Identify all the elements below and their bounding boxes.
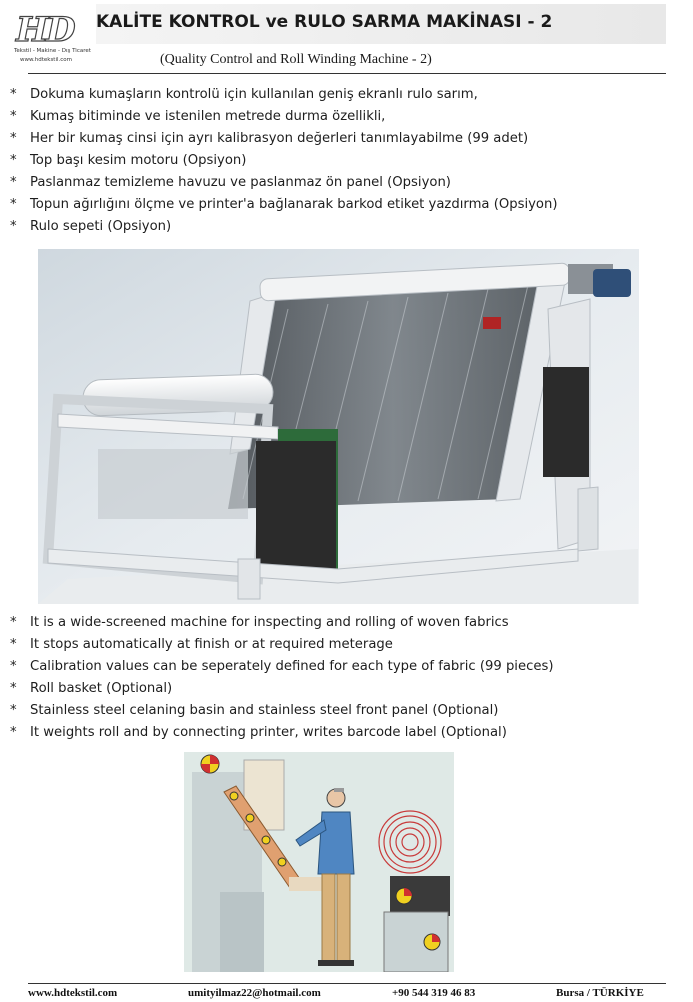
bullet-star: *: [10, 109, 17, 124]
list-item: * Roll basket (Optional): [10, 678, 553, 700]
list-item: * Dokuma kumaşların kontrolü için kullanılan geniş ekranlı rulo sarım,: [10, 84, 558, 106]
bullet-star: *: [10, 703, 17, 718]
operator-diagram: [184, 752, 454, 972]
guide-frame: [220, 892, 264, 972]
list-item: * Stainless steel celaning basin and stainless steel front panel (Optional): [10, 700, 553, 722]
bullet-star: *: [10, 131, 17, 146]
bullet-star: *: [10, 637, 17, 652]
logo-tagline: Tekstil - Makine - Dış Ticaret: [14, 48, 91, 54]
list-item: * It is a wide-screened machine for inspecting and rolling of woven fabrics: [10, 612, 553, 634]
page-subtitle: (Quality Control and Roll Winding Machine - 2): [160, 52, 432, 67]
list-item: * Rulo sepeti (Opsiyon): [10, 216, 558, 238]
list-item: * Top başı kesim motoru (Opsiyon): [10, 150, 558, 172]
bullet-star: *: [10, 197, 17, 212]
bullet-star: *: [10, 725, 17, 740]
stainless-basin: [98, 449, 248, 519]
front-control-panel: [256, 441, 336, 571]
machine-photo: [38, 249, 639, 604]
bullet-star: *: [10, 615, 17, 630]
drive-motor: [593, 269, 631, 297]
footer-location: Bursa / TÜRKİYE: [556, 987, 644, 999]
list-item: * Paslanmaz temizleme havuzu ve paslanmaz ön panel (Opsiyon): [10, 172, 558, 194]
list-item: * Kumaş bitiminde ve istenilen metrede durma özellikli,: [10, 106, 558, 128]
footer-divider: [28, 983, 666, 984]
list-item: * Calibration values can be seperately defined for each type of fabric (99 pieces): [10, 656, 553, 678]
footer-website[interactable]: www.hdtekstil.com: [28, 987, 118, 999]
left-leg: [238, 559, 260, 599]
page-title: KALİTE KONTROL ve RULO SARMA MAKİNASI - 2: [96, 12, 553, 32]
company-logo: [14, 8, 92, 64]
footer-phone: +90 544 319 46 83: [392, 987, 476, 999]
bullet-star: *: [10, 219, 17, 234]
turkish-feature-list: [10, 84, 558, 238]
logo-mark: HD: [16, 10, 74, 50]
list-item: * Her bir kumaş cinsi için ayrı kalibrasyon değerleri tanımlayabilme (99 adet): [10, 128, 558, 150]
list-item: * Topun ağırlığını ölçme ve printer'a bağlanarak barkod etiket yazdırma (Opsiyon): [10, 194, 558, 216]
bullet-star: *: [10, 175, 17, 190]
right-leg: [578, 487, 598, 551]
footer-email[interactable]: umityilmaz22@hotmail.com: [188, 987, 321, 999]
control-lamp: [483, 317, 501, 329]
page-header: [0, 0, 693, 75]
bullet-star: *: [10, 681, 17, 696]
list-item: * It weights roll and by connecting printer, writes barcode label (Optional): [10, 722, 553, 744]
bullet-star: *: [10, 153, 17, 168]
bullet-star: *: [10, 87, 17, 102]
header-divider: [28, 73, 666, 74]
english-feature-list: [10, 612, 553, 744]
list-item: * It stops automatically at finish or at required meterage: [10, 634, 553, 656]
bullet-star: *: [10, 659, 17, 674]
right-control-panel: [543, 367, 589, 477]
logo-url: www.hdtekstil.com: [20, 57, 73, 63]
